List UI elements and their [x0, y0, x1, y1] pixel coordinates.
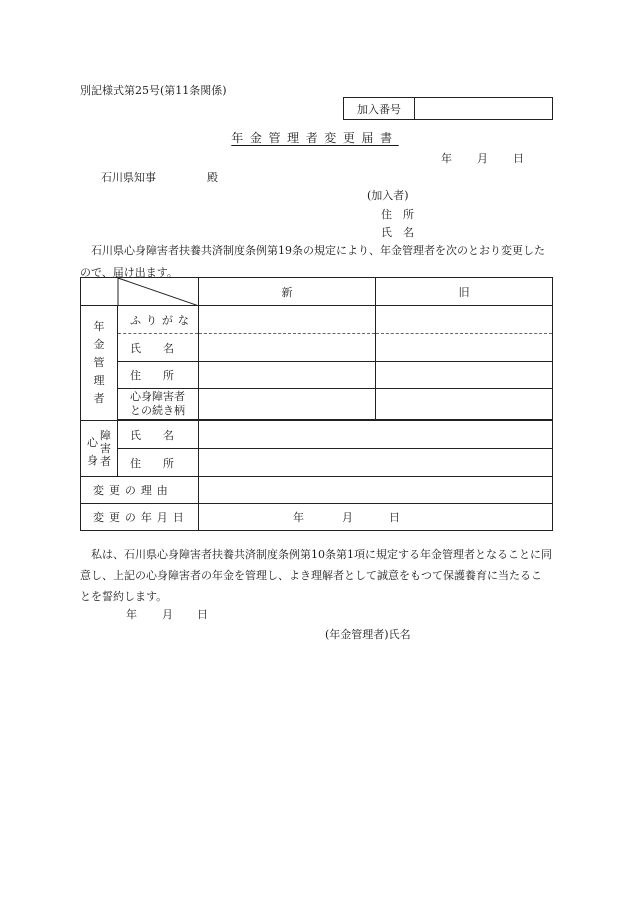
enrollment-number-label: 加入番号 [344, 98, 415, 119]
diagonal-header-cell [81, 278, 199, 306]
disabled-name-field[interactable] [199, 421, 553, 449]
disabled-address-label: 住 所 [118, 449, 199, 477]
change-date-field[interactable] [199, 504, 553, 531]
change-date-day: 日 [389, 511, 400, 524]
pension-manager-group-label: 年 金 管 理 者 [81, 306, 118, 421]
applicant-heading: (加入者) [367, 189, 409, 202]
date-month: 月 [477, 152, 488, 165]
furigana-new-field[interactable] [199, 306, 376, 334]
consent-text: 私は、石川県心身障害者扶養共済制度条例第10条第1項に規定する年金管理者となることに同意し、上記の心身障害者の年金を管理し、よき理解者として誠意をもつて保護養育に当たることを誓約します。 [80, 548, 552, 603]
manager-address-old-field[interactable] [376, 362, 553, 389]
relationship-old-field[interactable] [376, 389, 553, 420]
consent-date-month: 月 [162, 608, 173, 621]
manager-name-old-field[interactable] [376, 334, 553, 362]
diagonal-line [81, 278, 199, 306]
page-title: 年金管理者変更届書 [231, 131, 399, 145]
addressee-name: 石川県知事 [101, 171, 156, 184]
change-date-label: 変更の年月日 [81, 504, 199, 531]
applicant-name-label: 氏 名 [381, 226, 414, 239]
disabled-address-field[interactable] [199, 449, 553, 477]
manager-name-new-field[interactable] [199, 334, 376, 362]
column-header-new: 新 [199, 278, 376, 306]
form-number: 別記様式第25号(第11条関係) [80, 84, 227, 97]
date-year: 年 [441, 152, 452, 165]
change-reason-label: 変更の理由 [81, 477, 199, 504]
enrollment-number-field[interactable] [415, 98, 552, 119]
consent-date-year: 年 [126, 608, 137, 621]
change-reason-field[interactable] [199, 477, 553, 504]
manager-name-label: 氏 名 [118, 334, 199, 362]
manager-address-new-field[interactable] [199, 362, 376, 389]
signature-label: (年金管理者)氏名 [325, 628, 411, 641]
relationship-new-field[interactable] [199, 389, 376, 420]
date-day: 日 [513, 152, 524, 165]
relationship-label: 心身障害者 との続き柄 [118, 389, 199, 420]
enrollment-number-box [343, 97, 553, 120]
consent-date-day: 日 [197, 608, 208, 621]
change-date-month: 月 [342, 511, 353, 524]
notification-body-text: 石川県心身障害者扶養共済制度条例第19条の規定により、年金管理者を次のとおり変更したので、届け出ます。 [80, 244, 545, 279]
column-header-old: 旧 [376, 278, 553, 306]
furigana-label: ふりがな [118, 306, 199, 334]
change-date-year: 年 [293, 511, 304, 524]
addressee-honorific: 殿 [207, 171, 218, 184]
manager-address-label: 住 所 [118, 362, 199, 389]
disabled-person-group-label: 心 身 障 害 者 [81, 421, 118, 477]
applicant-address-label: 住 所 [381, 208, 414, 221]
furigana-old-field[interactable] [376, 306, 553, 334]
change-form-table [80, 277, 553, 531]
disabled-name-label: 氏 名 [118, 421, 199, 449]
